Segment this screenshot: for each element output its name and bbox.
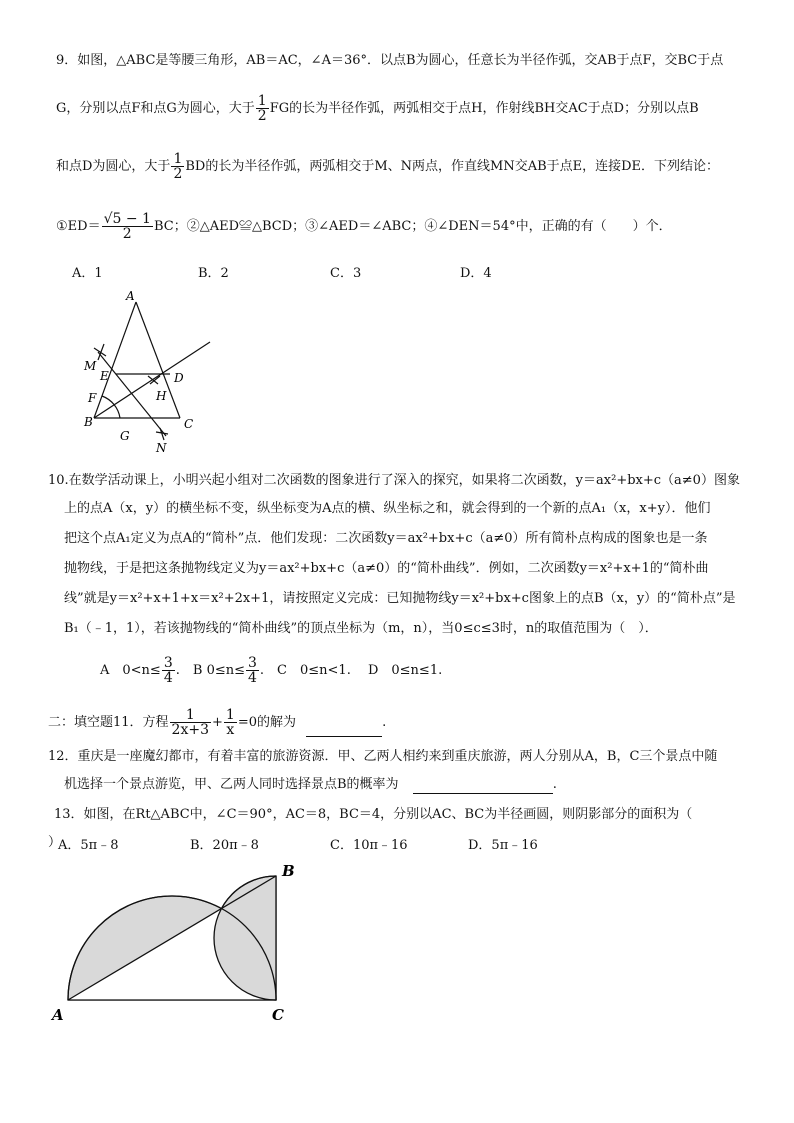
q11-plus: + xyxy=(212,715,223,730)
arc-m xyxy=(94,344,106,360)
q9-line4-fraction xyxy=(102,212,153,241)
label-g: G xyxy=(120,429,130,443)
frac-denominator: 2 xyxy=(173,166,183,182)
arc-n xyxy=(156,428,168,440)
frac-denominator: 4 xyxy=(248,670,257,686)
q9-option-d: D．4 xyxy=(460,266,492,281)
q13-semicircle-figure xyxy=(46,858,316,1028)
frac-denominator: 2 xyxy=(122,226,132,242)
q10-option-b-fraction xyxy=(246,656,259,685)
q13-option-c: C．10π﹣16 xyxy=(330,838,408,853)
label-d: D xyxy=(174,371,184,385)
frac-numerator: 1 xyxy=(170,708,211,723)
q9-line2-fraction xyxy=(256,94,269,123)
q9-line1: 9．如图，△ABC是等腰三角形，AB＝AC，∠A＝36°．以点B为圆心，任意长为半径作弧，交AB于点F，交BC于点 xyxy=(56,53,724,68)
q10-line5: 线”就是y＝x²+x+1+x＝x²+2x+1，请按照定义完成：已知抛物线y＝x²+bx+c图象上的点B（x，y）的“简朴点”是 xyxy=(64,591,736,606)
q10-option-a: A 0<n≤ xyxy=(100,663,161,678)
q9-option-c: C．3 xyxy=(330,266,362,281)
q9-triangle-figure xyxy=(78,286,228,456)
q9-line3-fraction xyxy=(171,152,184,181)
frac-numerator: 1 xyxy=(257,93,267,109)
label-h: H xyxy=(156,389,167,403)
frac-denominator: 2 xyxy=(257,108,267,124)
q11-line xyxy=(48,708,386,737)
label-a: A xyxy=(126,289,135,303)
q9-line2-a: G，分别以点F和点G为圆心，大于 xyxy=(56,101,255,116)
label-m: M xyxy=(84,359,97,373)
q13-paren: ） xyxy=(48,835,62,850)
q10-option-b: . B 0≤n≤ xyxy=(175,663,245,678)
side-ab xyxy=(94,302,136,418)
q10-options xyxy=(100,656,442,685)
frac-numerator: 1 xyxy=(173,151,183,167)
frac-denominator: 4 xyxy=(163,670,173,686)
q9-line2 xyxy=(56,94,699,123)
q9-line3 xyxy=(56,152,719,181)
q10-line4: 抛物线，于是把这条抛物线定义为y＝ax²+bx+c（a≠0）的“简朴曲线”．例如，二次函数y＝x²+x+1的“简朴曲 xyxy=(64,561,709,576)
q10-line3: 把这个点A₁定义为点A的“简朴”点．他们发现：二次函数y＝ax²+bx+c（a≠0）所有简朴点构成的图象也是一条 xyxy=(64,531,708,546)
q13-option-b: B．20π﹣8 xyxy=(190,838,259,853)
q9-option-b: B．2 xyxy=(198,266,229,281)
q9-line4 xyxy=(56,212,672,241)
q12-answer-blank[interactable] xyxy=(413,779,553,794)
q9-line2-b: FG的长为半径作弧，两弧相交于点H，作射线BH交AC于点D；分别以点B xyxy=(269,101,699,116)
label-f: F xyxy=(88,391,97,405)
frac-numerator: 3 xyxy=(248,655,257,671)
q13-option-a: A．5π﹣8 xyxy=(58,838,119,853)
q10-option-cd: . C 0≤n<1. D 0≤n≤1. xyxy=(259,663,443,678)
frac-numerator: 3 xyxy=(163,655,173,671)
q12-end: . xyxy=(552,777,557,792)
q9-line4-a: ①ED＝ xyxy=(56,219,101,234)
label-b: B xyxy=(282,862,295,880)
q9-line4-b: BC；②△AED≌△BCD；③∠AED＝∠ABC；④∠DEN＝54°中，正确的有（ ）个． xyxy=(153,219,672,234)
label-c: C xyxy=(184,417,194,431)
frac-denominator: x xyxy=(226,722,235,738)
label-n: N xyxy=(156,441,167,455)
ray-bh xyxy=(94,342,210,418)
q11-prefix: 二：填空题11．方程 xyxy=(48,715,169,730)
label-c: C xyxy=(272,1006,284,1024)
q11-fraction-1 xyxy=(170,708,211,737)
label-b: B xyxy=(84,415,93,429)
q13-line1: 13．如图，在Rt△ABC中，∠C＝90°，AC＝8，BC＝4，分别以AC、BC为半径画圆，则阴影部分的面积为（ xyxy=(54,807,693,822)
label-e: E xyxy=(100,369,109,383)
q11-end: . xyxy=(382,715,387,730)
q10-line1: 10.在数学活动课上，小明兴起小组对二次函数的图象进行了深入的探究，如果将二次函数，y＝ax²+bx+c（a≠0）图象 xyxy=(48,473,740,488)
arc-h xyxy=(148,376,160,384)
q11-fraction-2 xyxy=(224,708,237,737)
q13-option-d: D．5π﹣16 xyxy=(468,838,538,853)
frac-numerator: 1 xyxy=(225,707,235,723)
label-a: A xyxy=(52,1006,64,1024)
q9-option-a: A．1 xyxy=(72,266,103,281)
q11-answer-blank[interactable] xyxy=(306,722,382,737)
q12-line2-text: 机选择一个景点游览，甲、乙两人同时选择景点B的概率为 xyxy=(64,777,399,792)
q9-line3-a: 和点D为圆心，大于 xyxy=(56,159,171,174)
frac-numerator: √5 − 1 xyxy=(103,211,151,227)
q12-line2 xyxy=(64,776,557,794)
q10-option-a-fraction xyxy=(162,656,175,685)
frac-denominator: 2x+3 xyxy=(171,722,209,738)
q11-postfix: =0的解为 xyxy=(237,715,296,730)
q9-line3-b: BD的长为半径作弧，两弧相交于M、N两点，作直线MN交AB于点E，连接DE．下列结论： xyxy=(185,159,720,174)
q10-line2: 上的点A（x，y）的横坐标不变，纵坐标变为A点的横、纵坐标之和，就会得到的一个新的点A₁（x，x+y）．他们 xyxy=(64,501,711,516)
q12-line1: 12．重庆是一座魔幻都市，有着丰富的旅游资源．甲、乙两人相约来到重庆旅游，两人分别从A，B，C三个景点中随 xyxy=(48,749,718,764)
q10-line6: B₁（﹣1，1），若该抛物线的“简朴曲线”的顶点坐标为（m，n），当0≤c≤3时，n的取值范围为（ ）． xyxy=(64,621,658,636)
